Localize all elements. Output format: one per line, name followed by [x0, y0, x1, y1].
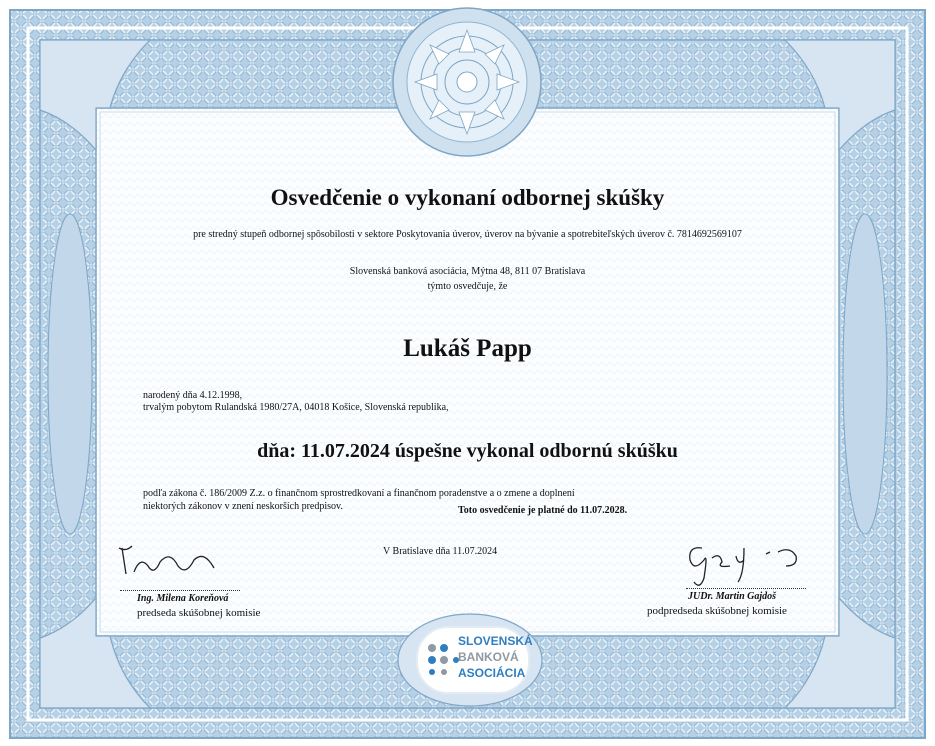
certifies-text: týmto osvedčuje, že: [427, 281, 508, 292]
signatory-role-right: podpredseda skúšobnej komisie: [647, 605, 787, 617]
certificate-title: Osvedčenie o vykonaní odbornej skúšky: [270, 185, 665, 210]
signature-line-right: [686, 588, 806, 589]
signatory-name-left: Ing. Milena Koreňová: [137, 593, 229, 604]
logo-line3: ASOCIÁCIA: [458, 666, 526, 680]
signatory-role-left: predseda skúšobnej komisie: [137, 607, 261, 619]
birth-date: narodený dňa 4.12.1998,: [143, 390, 243, 401]
legal-basis-line1: podľa zákona č. 186/2009 Z.z. o finančnom sprostredkovaní a finančnom poradenstve a o zmene a doplnení: [143, 488, 575, 499]
holder-name: Lukáš Papp: [403, 335, 532, 362]
signatory-name-right: JUDr. Martin Gajdoš: [688, 591, 777, 602]
certificate-subtitle: pre stredný stupeň odbornej spôsobilosti v sektore Poskytovania úverov, úverov na bývanie a spotrebiteľských úverov č. 7814692569107: [193, 229, 742, 240]
issuer-address: Slovenská banková asociácia, Mýtna 48, 811 07 Bratislava: [349, 266, 586, 277]
legal-basis-line2: niektorých zákonov v znení neskorších predpisov.: [143, 501, 343, 512]
validity-notice: Toto osvedčenie je platné do 11.07.2028.: [458, 505, 628, 516]
logo-line1: SLOVENSKÁ: [458, 634, 533, 648]
signature-line-left: [120, 590, 240, 591]
place-and-date: V Bratislave dňa 11.07.2024: [383, 546, 498, 557]
logo-line2: BANKOVÁ: [458, 650, 519, 664]
exam-result: dňa: 11.07.2024 úspešne vykonal odbornú skúšku: [257, 440, 678, 462]
residence-address: trvalým pobytom Rulandská 1980/27A, 04018 Košice, Slovenská republika,: [143, 402, 449, 413]
association-logo: [416, 626, 533, 694]
